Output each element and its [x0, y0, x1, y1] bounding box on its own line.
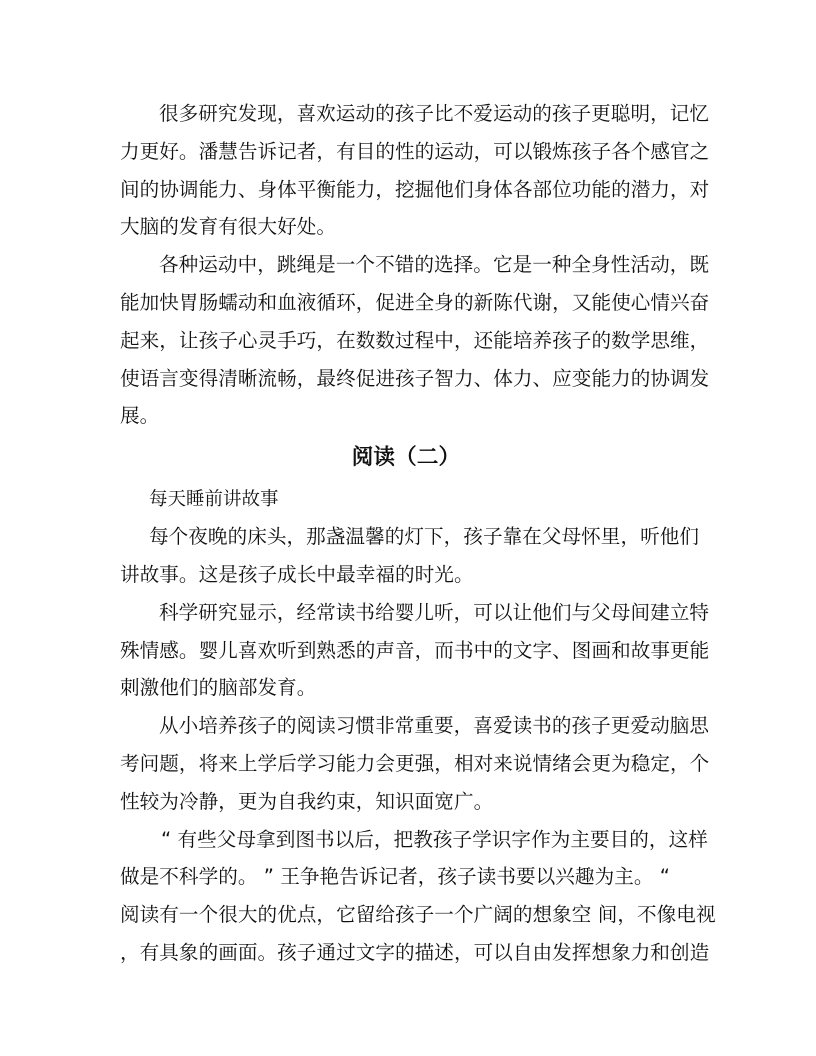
text-line: 刺激他们的脑部发育。 — [120, 676, 317, 700]
text-line: 使语言变得清晰流畅，最终促进孩子智力、体力、应变能力的协调发 — [120, 366, 710, 390]
paragraph — [120, 95, 710, 246]
text-line: 展。 — [120, 404, 160, 428]
text-line: 间的协调能力、身体平衡能力，挖掘他们身体各部位功能的潜力，对 — [120, 177, 710, 201]
text-line: 每个夜晚的床头，那盏温馨的灯下，孩子靠在父母怀里，听他们 — [149, 525, 700, 549]
text-line: 殊情感。婴儿喜欢听到熟悉的声音，而书中的文字、图画和故事更能 — [120, 638, 710, 662]
text-line: 很多研究发现，喜欢运动的孩子比不爱运动的孩子更聪明，记忆 — [159, 102, 710, 125]
paragraph — [120, 246, 710, 435]
section-heading: 阅读（二） — [351, 445, 461, 471]
text-line: ，有具象的画面。孩子通过文字的描述，可以自由发挥想象力和创造 — [120, 940, 710, 964]
text-line: 讲故事。这是孩子成长中最幸福的时光。 — [120, 562, 474, 586]
text-line: 性较为冷静，更为自我约束，知识面宽广。 — [120, 789, 494, 813]
text-line: 从小培养孩子的阅读习惯非常重要，喜爱读书的孩子更爱动脑思 — [159, 714, 710, 738]
text-line: 大脑的发育有很大好处。 — [120, 215, 337, 239]
text-line: 起来，让孩子心灵手巧，在数数过程中，还能培养孩子的数学思维， — [120, 328, 710, 352]
paragraph — [120, 594, 710, 707]
text-line: 科学研究显示，经常读书给婴儿听，可以让他们与父母间建立特 — [159, 600, 710, 624]
text-line: “ 有些父母拿到图书以后，把教孩子学识字作为主要目的，这样 — [161, 827, 708, 851]
text-line: 考问题，将来上学后学习能力会更强，相对来说情绪会更为稳定，个 — [120, 751, 710, 775]
paragraph — [120, 707, 710, 820]
text-line: 做是不科学的。 ” 王争艳告诉记者，孩子读书要以兴趣为主。 “ — [120, 865, 670, 889]
text-line: 各种运动中，跳绳是一个不错的选择。它是一种全身性活动，既 — [159, 253, 710, 277]
text-line: 阅读有一个很大的优点，它留给孩子一个广阔的想象空 间，不像电视 — [120, 903, 716, 927]
document-content — [120, 95, 716, 972]
paragraph — [120, 821, 716, 972]
text-line: 能加快胃肠蠕动和血液循环，促进全身的新陈代谢，又能使心情兴奋 — [120, 290, 710, 314]
text-line: 力更好。潘慧告诉记者，有目的性的运动，可以锻炼孩子各个感官之 — [120, 139, 710, 163]
story-title: 每天睡前讲故事 — [149, 489, 279, 511]
paragraph — [120, 518, 700, 594]
